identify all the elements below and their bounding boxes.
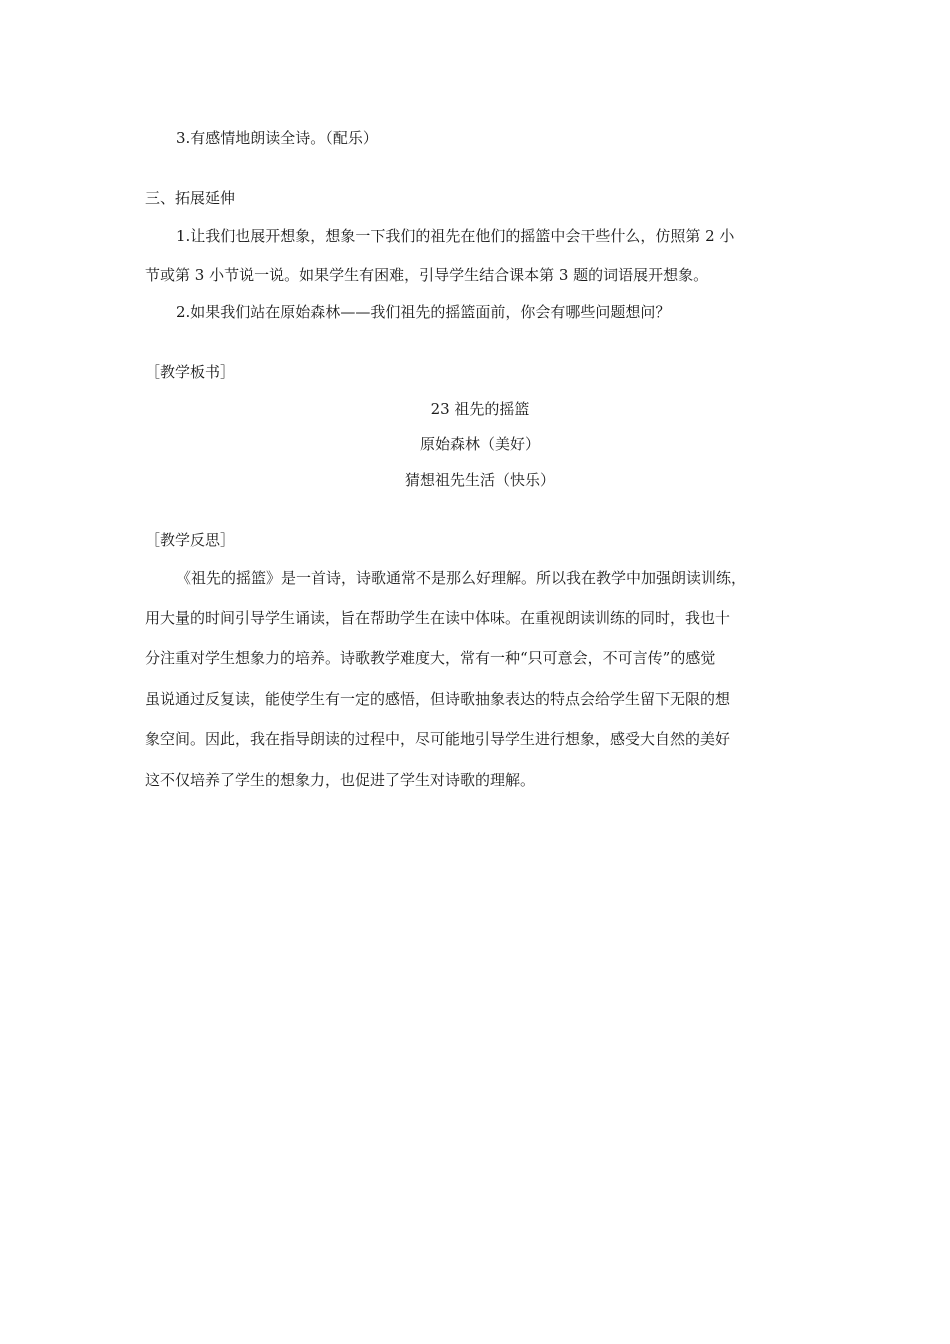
board-line-1: 原始森林（美好） <box>419 435 540 453</box>
reflection-line-3: 分注重对学生想象力的培养。诗歌教学难度大，常有一种“只可意会，不可言传”的感觉 <box>145 649 716 667</box>
board-heading: ［教学板书］ <box>145 363 236 381</box>
section-heading-extension: 三、拓展延伸 <box>145 189 236 207</box>
extension-item-1-line-1: 1.让我们也展开想象，想象一下我们的祖先在他们的摇篮中会干些什么，仿照第 2 小 <box>176 227 735 245</box>
reflection-line-6: 这不仅培养了学生的想象力，也促进了学生对诗歌的理解。 <box>145 771 536 789</box>
board-title: 23 祖先的摇篮 <box>430 400 530 418</box>
step-3-text: 3.有感情地朗读全诗。（配乐） <box>176 129 378 147</box>
reflection-line-2: 用大量的时间引导学生诵读，旨在帮助学生在读中体味。在重视朗读训练的同时，我也十 <box>145 609 731 627</box>
extension-item-2: 2.如果我们站在原始森林——我们祖先的摇篮面前，你会有哪些问题想问？ <box>176 303 671 321</box>
extension-item-1-line-2: 节或第 3 小节说一说。如果学生有困难，引导学生结合课本第 3 题的词语展开想象。 <box>145 266 709 284</box>
reflection-heading: ［教学反思］ <box>145 531 236 549</box>
board-line-2: 猜想祖先生活（快乐） <box>404 471 555 489</box>
reflection-line-1: 《祖先的摇篮》是一首诗，诗歌通常不是那么好理解。所以我在教学中加强朗读训练， <box>176 569 747 587</box>
reflection-line-5: 象空间。因此，我在指导朗读的过程中，尽可能地引导学生进行想象，感受大自然的美好 <box>145 730 731 748</box>
reflection-line-4: 虽说通过反复读，能使学生有一定的感悟，但诗歌抽象表达的特点会给学生留下无限的想 <box>145 690 731 708</box>
